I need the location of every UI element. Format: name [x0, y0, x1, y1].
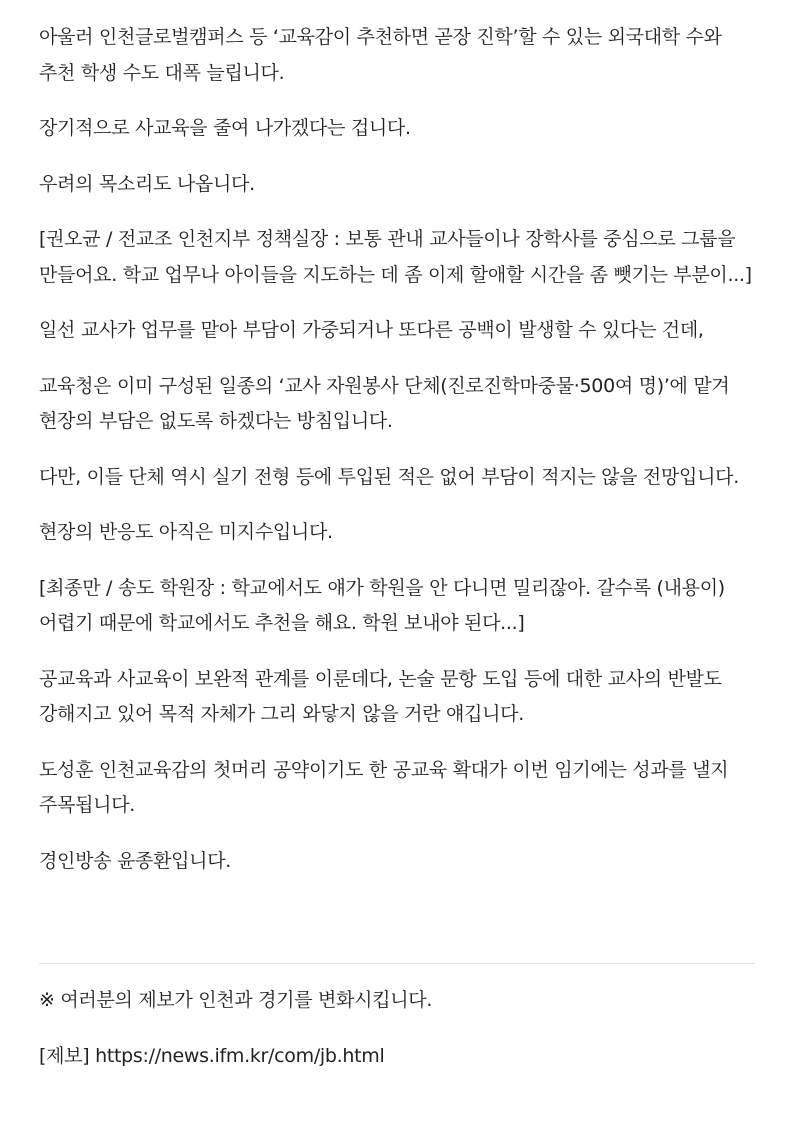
tip-notice: ※ 여러분의 제보가 인천과 경기를 변화시킵니다. [39, 989, 433, 1011]
article-paragraph-2: 장기적으로 사교육을 줄여 나가겠다는 겁니다. [39, 117, 411, 139]
tip-link[interactable]: https://news.ifm.kr/com/jb.html [95, 1044, 385, 1067]
interview-quote-1: [권오균 / 전교조 인천지부 정책실장 : 보통 관내 교사들이나 장학사를 중심으로 그룹을 만들어요. 학교 업무나 아이들을 지도하는 데 좀 이제 할애할 시간을 좀 뺏기는 부분이...] [39, 228, 752, 286]
article-paragraph-10: 공교육과 사교육이 보완적 관계를 이룬데다, 논술 문항 도입 등에 대한 교사의 반발도 강해지고 있어 목적 자체가 그리 와닿지 않을 거란 얘깁니다. [39, 667, 722, 725]
article-paragraph-3: 우려의 목소리도 나옵니다. [39, 172, 255, 195]
article-paragraph-6: 교육청은 이미 구성된 일종의 ‘교사 자원봉사 단체(진로진학마중물·500여 명)’에 맡겨 현장의 부담은 없도록 하겠다는 방침입니다. [39, 374, 730, 432]
article-body [39, 20, 755, 899]
article-paragraph-1: 아울러 인천글로벌캠퍼스 등 ‘교육감이 추천하면 곧장 진학’할 수 있는 외국대학 수와 추천 학생 수도 대폭 늘립니다. [39, 26, 722, 84]
interview-quote-2: [최종만 / 송도 학원장 : 학교에서도 얘가 학원을 안 다니면 밀리잖아. 갈수록 (내용이) 어렵기 때문에 학교에서도 추천을 해요. 학원 보내야 된다...] [39, 576, 725, 634]
tip-label: [제보] [39, 1044, 90, 1067]
article-paragraph-5: 일선 교사가 업무를 맡아 부담이 가중되거나 또다른 공백이 발생할 수 있다는 건데, [39, 319, 704, 341]
reporter-signoff: 경인방송 윤종환입니다. [39, 849, 232, 872]
article-footer [39, 983, 755, 1094]
tip-line [39, 1039, 755, 1075]
footer-divider [39, 963, 755, 964]
article-paragraph-11: 도성훈 인천교육감의 첫머리 공약이기도 한 공교육 확대가 이번 임기에는 성과를 낼지 주목됩니다. [39, 758, 729, 816]
article-paragraph-8: 현장의 반응도 아직은 미지수입니다. [39, 521, 333, 543]
article-paragraph-7: 다만, 이들 단체 역시 실기 전형 등에 투입된 적은 없어 부담이 적지는 않을 전망입니다. [39, 465, 739, 488]
